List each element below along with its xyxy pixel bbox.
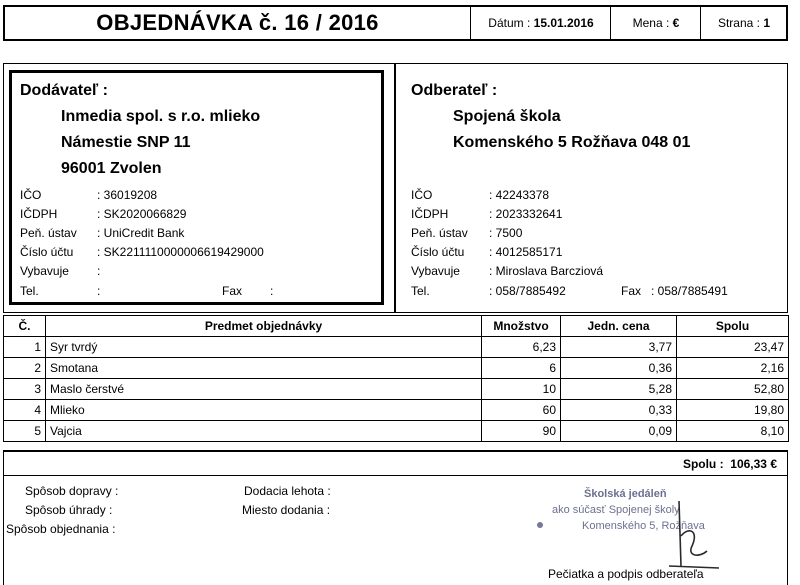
row-price: 0,33 <box>561 400 677 421</box>
row-qty: 10 <box>482 379 561 400</box>
customer-icdph-label: IČDPH <box>411 207 449 221</box>
table-row <box>4 358 789 379</box>
row-item: Maslo čerstvé <box>46 379 482 400</box>
currency-value: € <box>672 16 680 30</box>
row-price: 0,09 <box>561 421 677 442</box>
row-total: 52,80 <box>677 379 789 400</box>
supplier-bank-value: : UniCredit Bank <box>97 226 185 240</box>
supplier-tel-label: Tel. <box>20 284 39 298</box>
customer-bank-value: : 7500 <box>489 226 523 240</box>
customer-contact-value: : Miroslava Barcziová <box>489 264 604 278</box>
supplier-contact-value: : <box>97 264 101 278</box>
currency-label: Mena : <box>632 16 670 30</box>
customer-ico-value: : 42243378 <box>489 188 550 202</box>
customer-heading: Odberateľ : <box>411 82 498 99</box>
supplier-ico-label: IČO <box>20 188 42 202</box>
customer-account-label: Číslo účtu <box>411 245 465 259</box>
row-price: 5,28 <box>561 379 677 400</box>
parties-section <box>3 63 788 313</box>
row-qty: 6 <box>482 358 561 379</box>
row-item: Syr tvrdý <box>46 337 482 358</box>
currency-cell <box>610 7 701 39</box>
row-item: Smotana <box>46 358 482 379</box>
supplier-name: Inmedia spol. s r.o. mlieko <box>61 108 261 125</box>
stamp-line-2: ako súčasť Spojenej školy <box>552 504 680 516</box>
table-row <box>4 421 789 442</box>
supplier-contact-label: Vybavuje <box>20 264 69 278</box>
row-number: 5 <box>4 421 46 442</box>
delivery-place-label: Miesto dodania : <box>242 503 331 517</box>
grand-total <box>683 457 777 471</box>
supplier-tel-value: : <box>97 284 101 298</box>
parties-divider <box>394 64 396 312</box>
col-header-number: Č. <box>4 316 46 337</box>
table-header-row <box>4 316 789 337</box>
page-label: Strana : <box>717 16 760 30</box>
grand-total-row <box>3 450 788 476</box>
customer-icdph-value: : 2023332641 <box>489 207 563 221</box>
row-total: 8,10 <box>677 421 789 442</box>
row-total: 2,16 <box>677 358 789 379</box>
signature-label: Pečiatka a podpis odberateľa <box>548 567 704 581</box>
row-number: 2 <box>4 358 46 379</box>
col-header-price: Jedn. cena <box>561 316 677 337</box>
stamp-line-1: Školská jedáleň <box>584 488 667 500</box>
supplier-ico-value: : 36019208 <box>97 188 158 202</box>
row-price: 3,77 <box>561 337 677 358</box>
row-qty: 60 <box>482 400 561 421</box>
order-title: OBJEDNÁVKA č. 16 / 2016 <box>96 10 379 35</box>
date-value: 15.01.2016 <box>533 16 594 30</box>
order-footer <box>3 476 788 585</box>
customer-fax-value: : 058/7885491 <box>651 284 728 298</box>
row-qty: 90 <box>482 421 561 442</box>
supplier-account-value: : SK2211110000006619429000 <box>97 245 264 259</box>
row-item: Vajcia <box>46 421 482 442</box>
row-item: Mlieko <box>46 400 482 421</box>
row-total: 19,80 <box>677 400 789 421</box>
row-number: 4 <box>4 400 46 421</box>
stamp-dot <box>537 522 543 528</box>
col-header-qty: Množstvo <box>482 316 561 337</box>
customer-tel-value: : 058/7885492 <box>489 284 566 298</box>
date-cell <box>470 7 611 39</box>
page-cell <box>700 7 787 39</box>
customer-account-value: : 4012585171 <box>489 245 563 259</box>
supplier-fax-label: Fax <box>222 284 243 298</box>
customer-address: Komenského 5 Rožňava 048 01 <box>453 134 691 151</box>
row-number: 1 <box>4 337 46 358</box>
table-row <box>4 400 789 421</box>
customer-name: Spojená škola <box>453 108 561 125</box>
customer-ico-label: IČO <box>411 188 433 202</box>
date-label: Dátum : <box>488 16 531 30</box>
delivery-time-label: Dodacia lehota : <box>244 484 331 498</box>
supplier-bank-label: Peň. ústav <box>20 226 77 240</box>
customer-fax-label: Fax <box>621 284 642 298</box>
supplier-heading: Dodávateľ : <box>20 82 108 99</box>
customer-bank-label: Peň. ústav <box>411 226 468 240</box>
row-number: 3 <box>4 379 46 400</box>
supplier-icdph-value: : SK2020066829 <box>97 207 187 221</box>
supplier-fax-value: : <box>270 284 274 298</box>
payment-label: Spôsob úhrady : <box>25 503 113 517</box>
order-method-label: Spôsob objednania : <box>6 522 116 536</box>
stamp-line-3: Komenského 5, Rožňava <box>582 520 705 532</box>
transport-label: Spôsob dopravy : <box>25 484 119 498</box>
items-table <box>3 315 789 442</box>
row-qty: 6,23 <box>482 337 561 358</box>
row-total: 23,47 <box>677 337 789 358</box>
table-row <box>4 379 789 400</box>
order-header <box>3 5 788 41</box>
customer-tel-label: Tel. <box>411 284 430 298</box>
supplier-street: Námestie SNP 11 <box>61 134 191 151</box>
col-header-item: Predmet objednávky <box>46 316 482 337</box>
table-row <box>4 337 789 358</box>
page-value: 1 <box>763 16 771 30</box>
grand-total-value: 106,33 € <box>730 457 777 471</box>
grand-total-label: Spolu : <box>682 457 724 471</box>
col-header-total: Spolu <box>677 316 789 337</box>
row-price: 0,36 <box>561 358 677 379</box>
customer-contact-label: Vybavuje <box>411 264 460 278</box>
supplier-city: 96001 Zvolen <box>61 160 162 177</box>
supplier-icdph-label: IČDPH <box>20 207 58 221</box>
supplier-account-label: Číslo účtu <box>20 245 74 259</box>
